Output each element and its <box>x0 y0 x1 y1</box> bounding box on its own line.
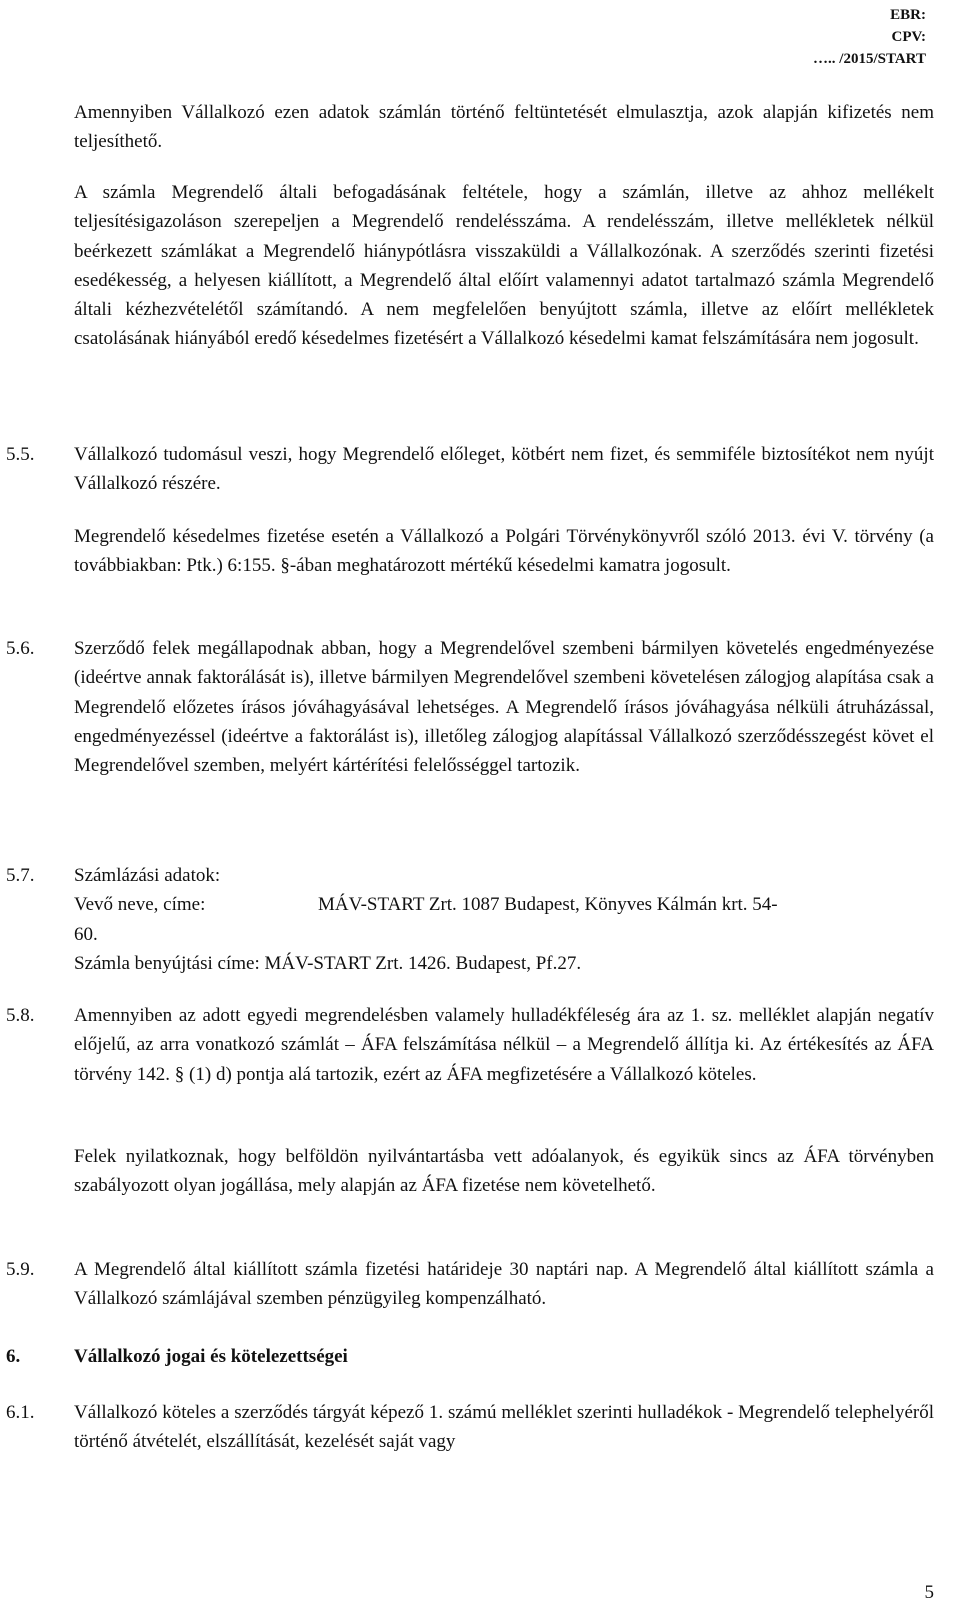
buyer-value-cont: 60. <box>74 923 98 945</box>
section-number-5-5: 5.5. <box>6 444 35 465</box>
submit-address: Számla benyújtási címe: MÁV-START Zrt. 1426. Budapest, Pf.27. <box>74 952 582 974</box>
ebr-label: EBR: <box>890 7 926 23</box>
paragraph-invoice-acceptance: A számla Megrendelő általi befogadásának feltétele, hogy a számlán, illetve az ahhoz mellékelt teljesítésigazoláson szerepeljen a Megrendelő rendelésszáma. A rendelésszám, illetve mellékletek nélkül beérkezett számlákat a Megrendelő hiánypótlásra visszaküldi a Vállalkozónak. A szerződés szerinti fizetési esedékesség, a helyesen kiállított, a Megrendelő által előírt valamennyi adatot tartalmazó számla Megrendelő általi kézhezvételétől számítandó. A nem megfelelően benyújtott számla, illetve az előírt mellékletek csatolásának hiányából eredő késedelmes fizetésért a Vállalkozó késedelmi kamat felszámítására nem jogosult. <box>74 182 934 350</box>
buyer-value: MÁV-START Zrt. 1087 Budapest, Könyves Kálmán krt. 54- <box>318 894 778 916</box>
section-5-5-late-payment: Megrendelő késedelmes fizetése esetén a Vállalkozó a Polgári Törvénykönyvről szóló 2013. évi V. törvény (a továbbiakban: Ptk.) 6:155. §-ában meghatározott mértékű késedelmi kamatra jogosult. <box>74 526 934 577</box>
section-number-5-6: 5.6. <box>6 638 35 659</box>
document-header <box>813 4 926 70</box>
section-number-6: 6. <box>6 1346 21 1367</box>
buyer-label: Vevő neve, címe: <box>74 894 206 916</box>
section-number-5-8: 5.8. <box>6 1005 35 1026</box>
paragraph-invoice-data: Amennyiben Vállalkozó ezen adatok számlán történő feltüntetését elmulasztja, azok alapján kifizetés nem teljesíthető. <box>74 102 934 153</box>
reference-number: ….. /2015/START <box>813 51 926 67</box>
billing-title: Számlázási adatok: <box>74 865 221 886</box>
section-6-1-text: Vállalkozó köteles a szerződés tárgyát képező 1. számú melléklet szerinti hulladékok - Megrendelő telephelyéről történő átvételét, elszállítását, kezelését saját vagy <box>74 1402 934 1453</box>
section-5-8-text: Amennyiben az adott egyedi megrendelésben valamely hulladékféleség ára az 1. sz. melléklet alapján negatív előjelű, az arra vonatkozó számlát – ÁFA felszámítása nélkül – a Megrendelő állítja ki. Az értékesítés az ÁFA törvény 142. § (1) d) pontja alá tartozik, ezért az ÁFA megfizetésére a Vállalkozó köteles. <box>74 1005 934 1085</box>
section-number-5-9: 5.9. <box>6 1259 35 1280</box>
section-5-7-billing <box>74 861 934 978</box>
section-5-5-text: Vállalkozó tudomásul veszi, hogy Megrendelő előleget, kötbért nem fizet, és semmiféle biztosítékot nem nyújt Vállalkozó részére. <box>74 444 934 495</box>
section-number-5-7: 5.7. <box>6 865 35 886</box>
section-5-9-text: A Megrendelő által kiállított számla fizetési határideje 30 naptári nap. A Megrendelő által kiállított számla a Vállalkozó számlájával szemben pénzügyileg kompenzálható. <box>74 1259 934 1310</box>
section-5-8-declaration: Felek nyilatkoznak, hogy belföldön nyilvántartásba vett adóalanyok, és egyikük sincs az ÁFA törvényben szabályozott olyan jogállása, mely alapján az ÁFA fizetése nem követelhető. <box>74 1146 934 1197</box>
buyer-row <box>74 890 934 919</box>
section-5-6-text: Szerződő felek megállapodnak abban, hogy a Megrendelővel szembeni bármilyen követelés engedményezése (ideértve annak faktorálását is), illetve bármilyen Megrendelővel szembeni követelésen zálogjog alapítása csak a Megrendelő előzetes írásos jóváhagyásával lehetséges. A Megrendelő írásos jóváhagyása nélküli átruházással, engedményezéssel (ideértve a faktorálást is), illetőleg zálogjog alapítással Vállalkozó szerződésszegést követ el Megrendelővel szemben, melyért kártérítési felelősséggel tartozik. <box>74 638 934 777</box>
section-6-title: Vállalkozó jogai és kötelezettségei <box>74 1346 348 1367</box>
section-number-6-1: 6.1. <box>6 1402 35 1423</box>
cpv-label: CPV: <box>891 29 926 45</box>
page-number: 5 <box>924 1582 934 1603</box>
